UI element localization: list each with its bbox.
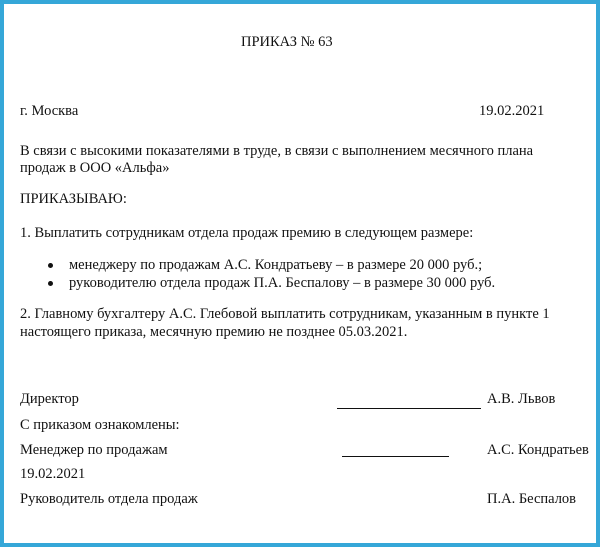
acquainted-label: С приказом ознакомлены:: [20, 417, 180, 433]
bullet-icon: [48, 263, 53, 268]
manager-title: Менеджер по продажам: [20, 442, 168, 458]
manager-signature-line: [342, 456, 449, 457]
manager-name: А.С. Кондратьев: [487, 442, 589, 458]
manager-sign-date: 19.02.2021: [20, 466, 86, 482]
order-item-1: 1. Выплатить сотрудникам отдела продаж премию в следующем размере:: [20, 225, 474, 241]
order-command: ПРИКАЗЫВАЮ:: [20, 191, 127, 207]
order-item-2-line-1: 2. Главному бухгалтеру А.С. Глебовой выплатить сотрудникам, указанным в пункте 1: [20, 306, 550, 322]
director-signature-line: [337, 408, 481, 409]
bullet-icon: [48, 281, 53, 286]
director-title: Директор: [20, 391, 79, 407]
order-item-2-line-2: настоящего приказа, месячную премию не позднее 05.03.2021.: [20, 324, 408, 340]
order-title: ПРИКАЗ № 63: [241, 34, 333, 50]
head-name: П.А. Беспалов: [487, 491, 577, 507]
order-date: 19.02.2021: [479, 103, 545, 119]
director-name: А.В. Львов: [487, 391, 556, 407]
preamble-line-2: продаж в ООО «Альфа»: [20, 160, 170, 176]
preamble-line-1: В связи с высокими показателями в труде, в связи с выполнением месячного плана: [20, 143, 534, 159]
order-city: г. Москва: [20, 103, 79, 119]
bullet-item-manager: менеджеру по продажам А.С. Кондратьеву – в размере 20 000 руб.;: [69, 257, 483, 273]
head-title: Руководитель отдела продаж: [20, 491, 198, 507]
bullet-item-head: руководителю отдела продаж П.А. Беспалову – в размере 30 000 руб.: [69, 275, 496, 291]
